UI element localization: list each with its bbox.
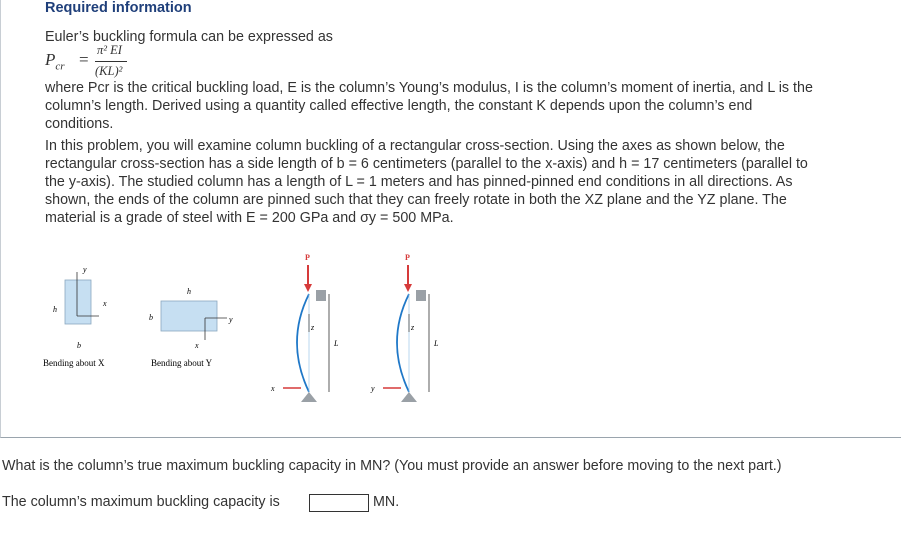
paragraph-definitions: [45, 79, 890, 133]
formula-numerator: π² EI: [97, 43, 122, 57]
paragraph-line: rectangular cross-section has a side length of b = 6 centimeters (parallel to the x-axis) and h = 17 centimeters (parallel to: [45, 156, 808, 172]
answer-unit: MN.: [373, 494, 400, 510]
load-arrowhead: [404, 284, 412, 292]
caption-bending-x: Bending about X: [43, 358, 105, 368]
intro-text: Euler’s buckling formula can be expressed as: [45, 29, 333, 45]
column-yz-plane: [370, 253, 439, 402]
paragraph-line: shown, the ends of the column are pinned such that they can freely rotate in both the XZ plane and the YZ plane. The: [45, 192, 787, 208]
top-support: [416, 290, 426, 301]
axis-label-y: y: [83, 265, 87, 274]
axis-label-y: y: [229, 315, 233, 324]
question-text: What is the column’s true maximum buckling capacity in MN? (You must provide an answer before moving to the next part.): [2, 458, 782, 474]
dim-label-b: b: [149, 313, 153, 322]
length-label-l: L: [334, 339, 339, 348]
load-label-p: P: [405, 253, 410, 262]
fraction-bar: [95, 61, 127, 62]
axis-label-y: y: [371, 384, 375, 393]
column-figure: [37, 248, 477, 408]
axis-label-x: x: [195, 341, 199, 350]
load-label-p: P: [305, 253, 310, 262]
axis-label-x: x: [103, 299, 107, 308]
dim-label-h: h: [187, 287, 191, 296]
formula-denominator: (KL)²: [95, 64, 123, 78]
axis-label-z: z: [311, 323, 315, 332]
paragraph-line: In this problem, you will examine column buckling of a rectangular cross-section. Using the axes as shown below, the: [45, 138, 785, 154]
answer-input[interactable]: [309, 494, 369, 512]
length-label-l: L: [434, 339, 439, 348]
load-arrowhead: [304, 284, 312, 292]
section-rect-x: [65, 280, 91, 324]
cross-section-bending-x: [43, 265, 107, 368]
paragraph-line: conditions.: [45, 116, 114, 132]
paragraph-line: where Pcr is the critical buckling load, E is the column’s Young’s modulus, I is the column’s moment of inertia, and L is the: [45, 80, 813, 96]
dim-label-b: b: [77, 341, 81, 350]
buckled-column: [397, 294, 409, 392]
axis-label-x: x: [271, 384, 275, 393]
paragraph-problem: [45, 137, 890, 227]
formula-equals: =: [79, 50, 89, 69]
paragraph-line: column’s length. Derived using a quantity called effective length, the constant K depends upon the column’s end: [45, 98, 753, 114]
section-rect-y: [161, 301, 217, 331]
cross-section-bending-y: [149, 287, 233, 368]
paragraph-line: the y-axis). The studied column has a length of L = 1 meters and has pinned-pinned end conditions in all directions. As: [45, 174, 793, 190]
axis-label-z: z: [411, 323, 415, 332]
top-support: [316, 290, 326, 301]
buckled-column: [297, 294, 309, 392]
bottom-pin-support: [301, 392, 317, 402]
caption-bending-y: Bending about Y: [151, 358, 213, 368]
dim-label-h: h: [53, 305, 57, 314]
column-xz-plane: [270, 253, 339, 402]
formula-lhs: $P_{cr}$: [45, 50, 65, 73]
bottom-pin-support: [401, 392, 417, 402]
section-heading: Required information: [45, 0, 192, 16]
paragraph-line: material is a grade of steel with E = 200 GPa and σy = 500 MPa.: [45, 210, 454, 226]
answer-prompt: The column’s maximum buckling capacity is: [2, 494, 280, 510]
